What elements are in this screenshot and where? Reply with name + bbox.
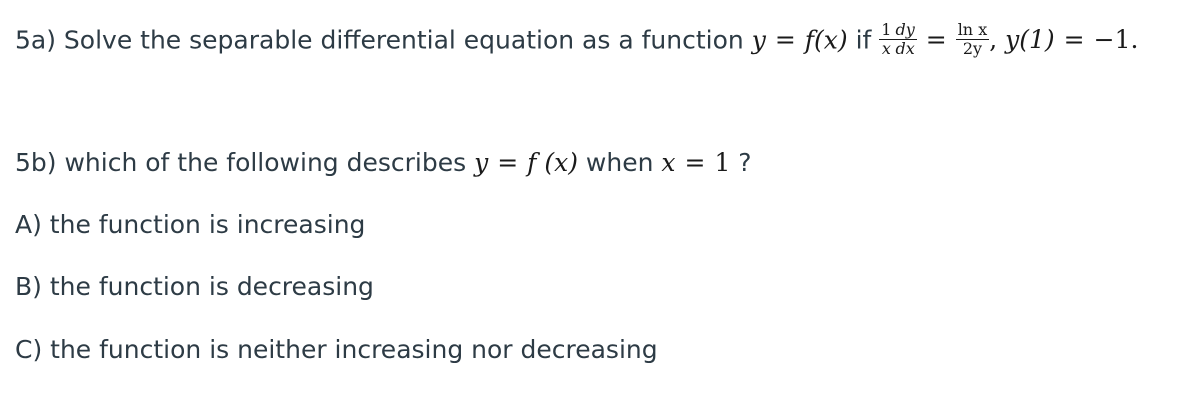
var-x: x (661, 148, 676, 177)
question-5a (15, 20, 1139, 61)
option-a: A) the function is increasing (15, 210, 366, 239)
equals-sign-2: = (684, 148, 706, 177)
equation-5b (474, 148, 578, 177)
differential-equation (879, 20, 1139, 59)
var-y: y (751, 25, 766, 55)
option-c: C) the function is neither increasing nor decreasing (15, 335, 658, 364)
when-text: when (577, 148, 662, 177)
fraction-dy-dx: $\frac{dy}{dx}$ (895, 20, 915, 59)
equals-sign-3: = (1063, 25, 1085, 55)
function-f-of-x: f(x) (804, 25, 848, 55)
if-text: if (847, 25, 880, 55)
equation-5a (752, 25, 848, 54)
equals-sign: = (497, 148, 519, 177)
fraction-ln-x-over-2y: $\frac{\text{ln x}}{2y}$ (957, 20, 988, 59)
function-f-of-x: f (x) (527, 148, 578, 177)
fraction-one-over-x: $\frac{1}{x}$ (881, 20, 892, 59)
question-5a-text: 5a) Solve the separable differential equation as a function (15, 25, 752, 55)
question-mark: ? (730, 148, 752, 177)
comma: , (989, 25, 1006, 55)
equals-sign: = (774, 25, 796, 55)
question-5b-text: 5b) which of the following describes (15, 148, 475, 177)
equals-sign-2: = (925, 25, 947, 55)
initial-condition: y(1) (1005, 25, 1055, 55)
option-b: B) the function is decreasing (15, 272, 374, 301)
condition-x-equals-1 (661, 148, 730, 177)
var-y: y (474, 148, 489, 177)
question-5b (15, 150, 752, 175)
initial-value: −1. (1093, 25, 1139, 55)
value-one: 1 (714, 148, 731, 177)
